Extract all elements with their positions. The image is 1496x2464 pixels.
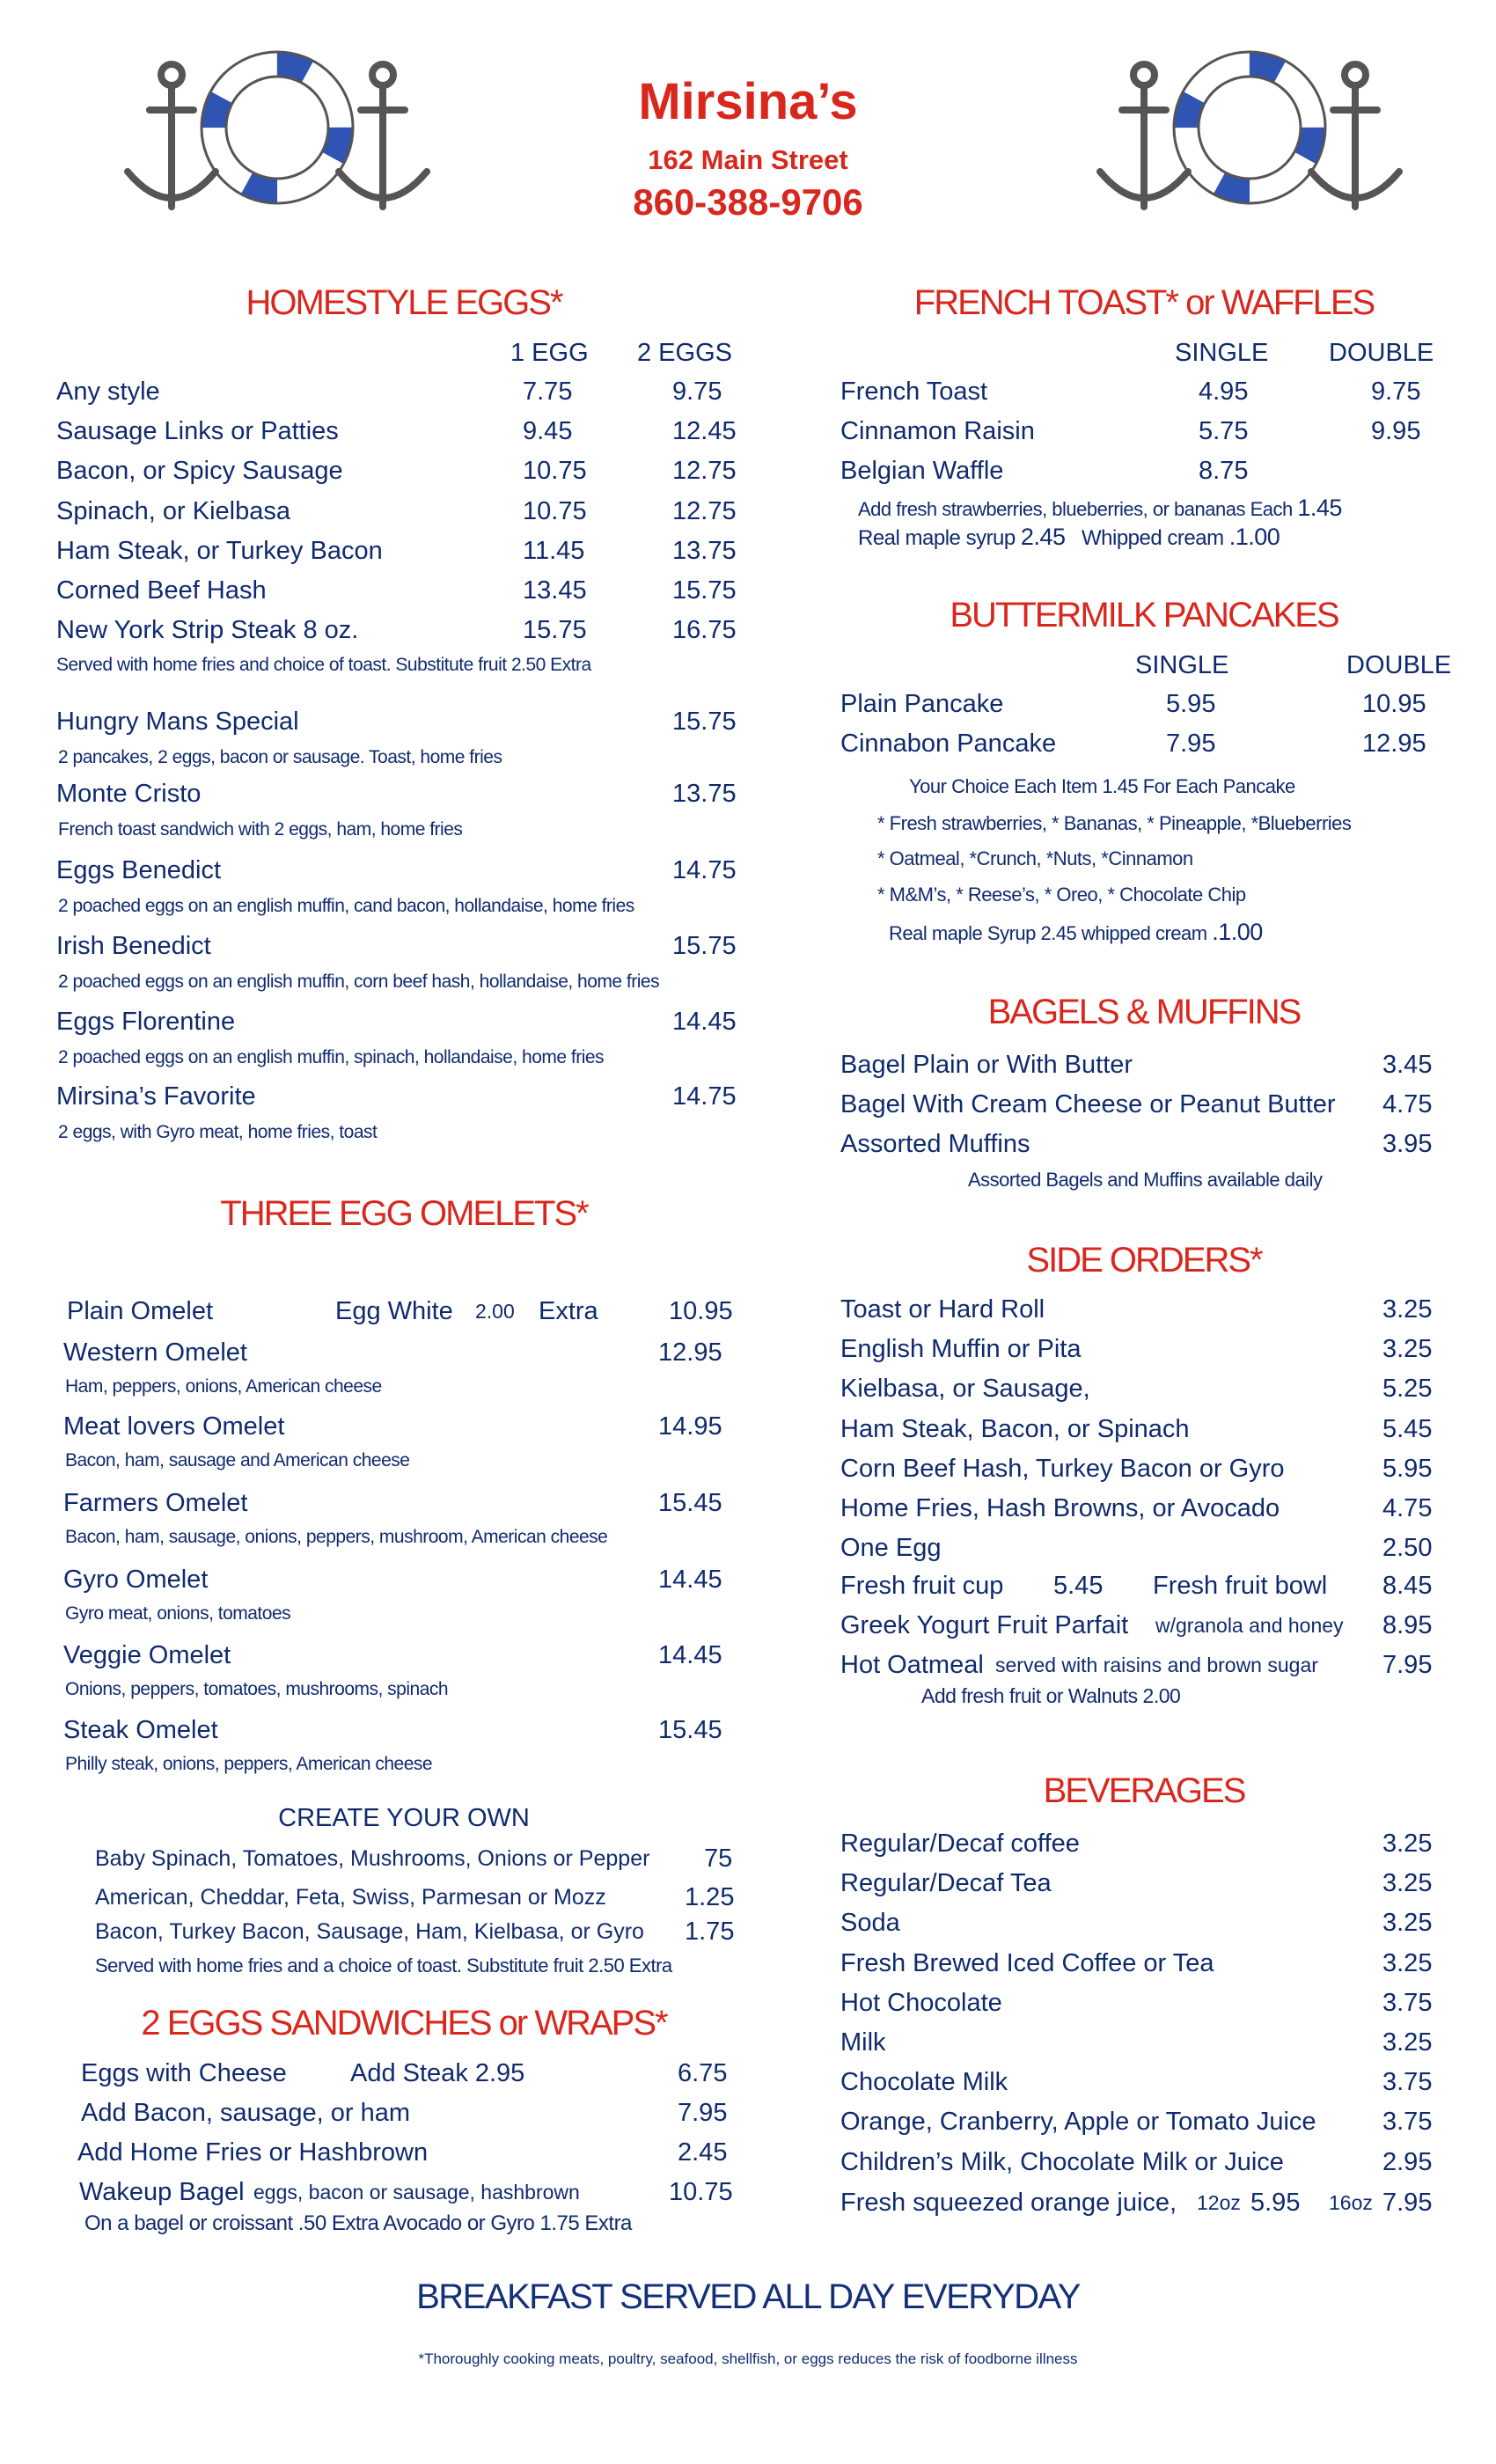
item-price: 14.45 <box>672 1008 737 1036</box>
price-double: 9.95 <box>1371 417 1421 445</box>
price-single: 5.95 <box>1166 690 1216 718</box>
pancake-toppings-1: * Fresh strawberries, * Bananas, * Pineapple, *Blueberries <box>877 812 1352 834</box>
price-double: 12.95 <box>1362 730 1426 758</box>
item-price: 7.95 <box>678 2099 728 2127</box>
price-double: 9.75 <box>1371 378 1421 406</box>
price-1-egg: 11.45 <box>523 536 585 565</box>
col-head-single: SINGLE <box>1175 339 1269 367</box>
item-description: 2 pancakes, 2 eggs, bacon or sausage. Toast, home fries <box>58 747 502 767</box>
item-name: Eggs Florentine <box>56 1008 236 1036</box>
item-price: 3.75 <box>1382 2108 1433 2137</box>
item-description: 2 poached eggs on an english muffin, corn beef hash, hollandaise, home fries <box>58 972 660 992</box>
item-description: French toast sandwich with 2 eggs, ham, home fries <box>58 819 463 840</box>
item-description: Philly steak, onions, peppers, American cheese <box>65 1754 433 1774</box>
option-name: Baby Spinach, Tomatoes, Mushrooms, Onions or Pepper <box>95 1846 650 1871</box>
item-price: 14.95 <box>658 1412 722 1441</box>
item-name: Orange, Cranberry, Apple or Tomato Juice <box>840 2108 1316 2137</box>
item-name: Western Omelet <box>63 1338 247 1367</box>
item-price: 15.45 <box>658 1489 722 1517</box>
item-name: Add Home Fries or Hashbrown <box>77 2138 429 2167</box>
item-price: 13.75 <box>672 780 737 808</box>
price-single: 5.75 <box>1199 417 1249 445</box>
section-title-omelets: THREE EGG OMELETS* <box>220 1194 588 1233</box>
option-price: 1.75 <box>685 1918 735 1946</box>
item-price: 4.75 <box>1382 1090 1433 1118</box>
col-head-single: SINGLE <box>1135 651 1229 679</box>
item-price: 5.45 <box>1382 1414 1433 1443</box>
egg-white-price: 2.00 <box>475 1300 515 1323</box>
item-name: Monte Cristo <box>56 780 202 808</box>
item-name: Cinnamon Raisin <box>840 417 1035 445</box>
item-name: Toast or Hard Roll <box>840 1295 1045 1324</box>
item-price: 3.75 <box>1382 2068 1433 2097</box>
pancake-choice-note: Your Choice Each Item 1.45 For Each Pancake <box>909 775 1295 797</box>
item-name: Hungry Mans Special <box>56 708 299 736</box>
item-description: 2 eggs, with Gyro meat, home fries, toast <box>58 1122 378 1142</box>
item-name: English Muffin or Pita <box>840 1335 1082 1364</box>
item-name: New York Strip Steak 8 oz. <box>56 616 359 645</box>
price-1-egg: 15.75 <box>523 616 587 645</box>
option-name: Bacon, Turkey Bacon, Sausage, Ham, Kielbasa, or Gyro <box>95 1919 644 1944</box>
item-name: Mirsina’s Favorite <box>56 1082 256 1111</box>
item-name: Ham Steak, or Turkey Bacon <box>56 536 383 565</box>
item-price: 3.25 <box>1382 1295 1433 1324</box>
price-double: 10.95 <box>1362 690 1426 718</box>
item-name: Cinnabon Pancake <box>840 730 1057 758</box>
item-price: 6.75 <box>678 2059 728 2087</box>
footer-disclaimer: *Thoroughly cooking meats, poultry, seafood, shellfish, or eggs reduces the risk of foodborne illness <box>418 2350 1078 2367</box>
restaurant-address: 162 Main Street <box>648 144 848 175</box>
section-title-homestyle-eggs: HOMESTYLE EGGS* <box>246 283 562 322</box>
section-title-beverages: BEVERAGES <box>1043 1771 1245 1810</box>
item-name: Kielbasa, or Sausage, <box>840 1375 1090 1404</box>
item-name: Assorted Muffins <box>840 1130 1030 1158</box>
item-name: Chocolate Milk <box>840 2068 1008 2097</box>
sides-note: Add fresh fruit or Walnuts 2.00 <box>921 1684 1181 1707</box>
item-name: Children’s Milk, Chocolate Milk or Juice <box>840 2147 1284 2176</box>
item-name: Farmers Omelet <box>63 1489 248 1517</box>
item-description: Gyro meat, onions, tomatoes <box>65 1603 291 1624</box>
section-title-sides: SIDE ORDERS* <box>1026 1241 1262 1280</box>
pancake-syrup-note: Real maple Syrup 2.45 whipped cream .1.00 <box>889 919 1263 945</box>
footer-title: BREAKFAST SERVED ALL DAY EVERYDAY <box>416 2277 1080 2316</box>
item-name: Corn Beef Hash, Turkey Bacon or Gyro <box>840 1454 1285 1483</box>
price-2-eggs: 9.75 <box>672 378 722 406</box>
item-price: 10.95 <box>669 1297 733 1325</box>
item-name: French Toast <box>840 378 988 406</box>
item-description: 2 poached eggs on an english muffin, spinach, hollandaise, home fries <box>58 1047 605 1067</box>
pancake-toppings-2: * Oatmeal, *Crunch, *Nuts, *Cinnamon <box>877 847 1193 869</box>
item-description: Bacon, ham, sausage, onions, peppers, mushroom, American cheese <box>65 1527 608 1547</box>
french-note-fruit: Add fresh strawberries, blueberries, or bananas Each 1.45 <box>858 495 1342 521</box>
item-name: Plain Pancake <box>840 690 1004 718</box>
item-description: 2 poached eggs on an english muffin, cand bacon, hollandaise, home fries <box>58 896 634 916</box>
col-head-1-egg: 1 EGG <box>510 339 589 367</box>
item-name: Bagel Plain or With Butter <box>840 1051 1133 1079</box>
item-price: 14.45 <box>658 1641 722 1669</box>
item-price: 14.45 <box>658 1566 722 1594</box>
price-1-egg: 10.75 <box>523 457 587 486</box>
item-price: 15.75 <box>672 708 737 736</box>
eggs-note: Served with home fries and choice of toast. Substitute fruit 2.50 Extra <box>56 655 591 675</box>
price-2-eggs: 15.75 <box>672 576 737 605</box>
item-name: Bacon, or Spicy Sausage <box>56 457 343 486</box>
item-price: 3.25 <box>1382 2028 1433 2057</box>
item-name: Veggie Omelet <box>63 1641 231 1669</box>
item-name: Gyro Omelet <box>63 1566 209 1594</box>
price-2-eggs: 16.75 <box>672 616 737 645</box>
option-name: American, Cheddar, Feta, Swiss, Parmesan or Mozz <box>95 1885 606 1910</box>
item-price: 3.25 <box>1382 1948 1433 1977</box>
item-price: 2.45 <box>678 2138 728 2167</box>
price-1-egg: 10.75 <box>523 496 587 525</box>
section-title-pancakes: BUTTERMILK PANCAKES <box>950 596 1338 634</box>
sandwiches-note: On a bagel or croissant .50 Extra Avocado or Gyro 1.75 Extra <box>84 2211 632 2235</box>
item-price: 2.95 <box>1382 2147 1433 2176</box>
item-price: 3.25 <box>1382 1830 1433 1858</box>
pancake-toppings-3: * M&M’s, * Reese’s, * Oreo, * Chocolate Chip <box>877 884 1246 906</box>
item-description: Onions, peppers, tomatoes, mushrooms, spinach <box>65 1679 449 1699</box>
item-name: Meat lovers Omelet <box>63 1412 285 1441</box>
item-description: Ham, peppers, onions, American cheese <box>65 1376 382 1397</box>
item-name: Ham Steak, Bacon, or Spinach <box>840 1414 1190 1443</box>
section-title-bagels: BAGELS & MUFFINS <box>987 993 1301 1031</box>
egg-white-label: Egg White <box>335 1297 453 1325</box>
restaurant-phone: 860-388-9706 <box>633 181 863 223</box>
price-1-egg: 9.45 <box>523 417 573 446</box>
item-price: 2.50 <box>1382 1534 1433 1563</box>
item-description: Bacon, ham, sausage and American cheese <box>65 1450 410 1470</box>
item-price: 3.25 <box>1382 1909 1433 1938</box>
item-name: Irish Benedict <box>56 932 211 960</box>
item-name: Eggs with Cheese <box>81 2059 287 2087</box>
price-1-egg: 7.75 <box>523 378 573 406</box>
create-your-own-note: Served with home fries and a choice of toast. Substitute fruit 2.50 Extra <box>95 1954 672 1976</box>
item-price: 3.95 <box>1382 1130 1433 1158</box>
item-price: 3.25 <box>1382 1335 1433 1364</box>
item-name: Add Bacon, sausage, or ham <box>81 2099 411 2127</box>
item-name: Home Fries, Hash Browns, or Avocado <box>840 1494 1280 1522</box>
item-price: 12.95 <box>658 1338 722 1367</box>
item-name: Regular/Decaf Tea <box>840 1869 1052 1898</box>
section-title-sandwiches: 2 EGGS SANDWICHES or WRAPS* <box>141 2004 667 2042</box>
price-1-egg: 13.45 <box>523 576 587 605</box>
item-price: 14.75 <box>672 856 737 884</box>
item-addon: Add Steak 2.95 <box>350 2059 525 2087</box>
bagels-note: Assorted Bagels and Muffins available daily <box>968 1169 1323 1191</box>
item-name: Soda <box>840 1909 900 1938</box>
col-head-double: DOUBLE <box>1346 651 1452 679</box>
item-name: Any style <box>56 378 160 406</box>
item-name: Milk <box>840 2028 886 2057</box>
price-2-eggs: 12.75 <box>672 457 737 486</box>
price-2-eggs: 13.75 <box>672 536 737 565</box>
item-name: Belgian Waffle <box>840 457 1004 485</box>
option-price: 1.25 <box>685 1883 735 1911</box>
item-price: 14.75 <box>672 1082 737 1111</box>
col-head-2-eggs: 2 EGGS <box>637 339 732 367</box>
create-your-own-title: CREATE YOUR OWN <box>278 1804 530 1832</box>
restaurant-name: Mirsina’s <box>638 73 858 130</box>
section-title-french-toast: FRENCH TOAST* or WAFFLES <box>913 283 1375 322</box>
item-price: 4.75 <box>1382 1494 1433 1522</box>
item-price: 15.45 <box>658 1716 722 1744</box>
item-price: 3.75 <box>1382 1988 1433 2017</box>
price-2-eggs: 12.75 <box>672 496 737 525</box>
item-name: Plain Omelet <box>67 1297 214 1325</box>
item-name: Bagel With Cream Cheese or Peanut Butter <box>840 1090 1336 1118</box>
price-2-eggs: 12.45 <box>672 417 737 446</box>
egg-white-extra: Extra <box>539 1297 598 1325</box>
col-head-double: DOUBLE <box>1329 339 1434 367</box>
item-name: Steak Omelet <box>63 1716 218 1744</box>
item-name: Fresh Brewed Iced Coffee or Tea <box>840 1948 1214 1977</box>
item-price: 15.75 <box>672 932 737 960</box>
item-name: One Egg <box>840 1534 942 1563</box>
item-price: 3.25 <box>1382 1869 1433 1898</box>
item-price: 3.45 <box>1382 1051 1433 1079</box>
french-note-syrup: Real maple syrup 2.45 Whipped cream .1.00 <box>858 524 1280 550</box>
item-price: 5.95 <box>1382 1454 1433 1483</box>
item-name: Corned Beef Hash <box>56 576 267 605</box>
price-single: 8.75 <box>1199 457 1249 485</box>
item-name: Spinach, or Kielbasa <box>56 496 290 525</box>
price-single: 4.95 <box>1199 378 1249 406</box>
option-price: 75 <box>704 1844 733 1873</box>
item-name: Regular/Decaf coffee <box>840 1830 1080 1858</box>
item-name: Eggs Benedict <box>56 856 222 884</box>
price-single: 7.95 <box>1166 730 1216 758</box>
item-price: 5.25 <box>1382 1375 1433 1404</box>
item-name: Hot Chocolate <box>840 1988 1002 2017</box>
item-name: Sausage Links or Patties <box>56 417 339 446</box>
